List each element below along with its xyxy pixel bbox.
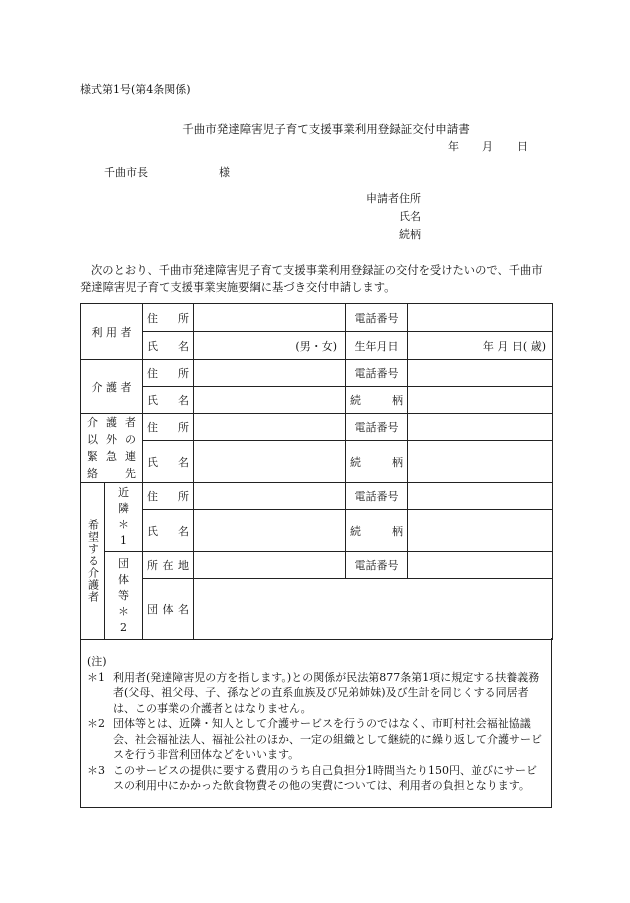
neighbor-label <box>105 483 143 552</box>
group-label-char: 体 <box>118 572 129 586</box>
location-label: 所在地 <box>143 552 194 579</box>
emergency-label-line: 絡 先 <box>87 467 136 480</box>
phone-label: 電話番号 <box>346 360 408 387</box>
emergency-label-line: 緊 急 連 <box>87 450 136 463</box>
group-phone-field[interactable] <box>408 552 553 579</box>
birthdate-label: 生年月日 <box>346 332 408 360</box>
neighbor-address-row <box>81 483 553 510</box>
group-label <box>105 552 143 640</box>
intro-paragraph: 次のとおり、千曲市発達障害児子育て支援事業利用登録証の交付を受けたいので、千曲市発達障害児子育て支援事業実施要綱に基づき交付申請します。 <box>80 264 543 294</box>
name-label: 氏 名 <box>143 441 194 483</box>
group-location-field[interactable] <box>194 552 346 579</box>
phone-label: 電話番号 <box>346 414 408 441</box>
addressee-name: 千曲市長 <box>104 166 148 179</box>
neighbor-label-char: 1 <box>120 534 127 547</box>
address-label: 住 所 <box>143 360 194 387</box>
emergency-relation-field[interactable] <box>408 441 553 483</box>
note-text: 団体等とは、近隣・知人として介護サービスを行うのではなく、市町村社会福祉協議会、社会福祉法人、福祉公社のほか、一定の組織として継続的に繰り返して介護サービスを行う非営利団体などをいいます。 <box>113 717 542 761</box>
note-text: このサービスの提供に要する費用のうち自己負担分1時間当たり150円、並びにサービスの利用中にかかった飲食物費その他の実費については、利用者の負担となります。 <box>113 763 537 792</box>
note-text: 利用者(発達障害児の方を指します。)との関係が民法第877条第1項に規定する扶養義務者(父母、祖父母、子、孫などの直系血族及び兄弟姉妹)及び生計を同じくする同居者は、この事業の介護者とはなりません。 <box>113 670 540 715</box>
caregiver-name-row <box>81 387 553 414</box>
application-table <box>80 303 553 640</box>
group-location-row <box>81 552 553 579</box>
date-year-label: 年 <box>448 140 459 153</box>
notes-heading: (注) <box>87 655 107 668</box>
neighbor-label-char: 隣 <box>118 502 129 515</box>
relation-label: 続 柄 <box>346 387 408 414</box>
user-label: 利 用 者 <box>81 304 143 360</box>
name-label: 氏 名 <box>143 332 194 360</box>
caregiver-label: 介 護 者 <box>81 360 143 414</box>
caregiver-phone-field[interactable] <box>408 360 553 387</box>
applicant-relation-label: 続柄 <box>399 228 421 241</box>
form-number: 様式第1号(第4条関係) <box>80 83 191 96</box>
caregiver-address-row <box>81 360 553 387</box>
name-label: 氏 名 <box>143 510 194 552</box>
note-item <box>87 716 547 763</box>
group-label-char: 団 <box>118 556 129 570</box>
caregiver-relation-field[interactable] <box>408 387 553 414</box>
note-item <box>87 670 547 717</box>
group-name-field[interactable] <box>194 579 553 640</box>
address-label: 住 所 <box>143 483 194 510</box>
date-month-label: 月 <box>482 140 493 153</box>
caregiver-name-field[interactable] <box>194 387 346 414</box>
note-mark: ＊1 <box>87 670 105 684</box>
user-address-field[interactable] <box>194 304 346 332</box>
neighbor-relation-field[interactable] <box>408 510 553 552</box>
phone-label: 電話番号 <box>346 304 408 332</box>
emergency-contact-label <box>81 414 143 483</box>
addressee-honorific: 様 <box>219 166 230 179</box>
group-label-char: 等 <box>118 588 129 602</box>
emergency-name-field[interactable] <box>194 441 346 483</box>
emergency-phone-field[interactable] <box>408 414 553 441</box>
relation-label: 続 柄 <box>346 510 408 552</box>
applicant-name-label: 氏名 <box>399 210 421 223</box>
phone-label: 電話番号 <box>346 483 408 510</box>
user-address-row <box>81 304 553 332</box>
group-label-char: 2 <box>120 620 127 634</box>
user-birthdate-field[interactable]: 年 月 日( 歳) <box>408 332 553 360</box>
neighbor-name-row <box>81 510 553 552</box>
note-mark: ＊3 <box>87 763 105 777</box>
neighbor-phone-field[interactable] <box>408 483 553 510</box>
date-day-label: 日 <box>517 140 528 153</box>
neighbor-name-field[interactable] <box>194 510 346 552</box>
emergency-label-line: 以 外 の <box>87 433 136 446</box>
user-gender-field[interactable]: (男・女) <box>194 332 346 360</box>
desired-caregiver-label <box>81 483 105 640</box>
relation-label: 続 柄 <box>346 441 408 483</box>
group-label-char: ＊ <box>118 604 129 618</box>
group-name-label: 団体名 <box>143 579 194 640</box>
neighbor-label-char: ＊ <box>118 518 129 531</box>
phone-label: 電話番号 <box>346 552 408 579</box>
group-name-row <box>81 579 553 640</box>
applicant-address-label: 申請者住所 <box>366 192 421 205</box>
emergency-name-row <box>81 441 553 483</box>
emergency-address-field[interactable] <box>194 414 346 441</box>
address-label: 住 所 <box>143 414 194 441</box>
emergency-label-line: 介 護 者 <box>87 416 136 429</box>
note-item <box>87 763 547 794</box>
caregiver-address-field[interactable] <box>194 360 346 387</box>
user-phone-field[interactable] <box>408 304 553 332</box>
user-name-row <box>81 332 553 360</box>
address-label: 住 所 <box>143 304 194 332</box>
desired-caregiver-text: 希望する介護者 <box>86 519 100 603</box>
document-title: 千曲市発達障害児子育て支援事業利用登録証交付申請書 <box>182 122 470 136</box>
neighbor-address-field[interactable] <box>194 483 346 510</box>
note-mark: ＊2 <box>87 717 105 730</box>
neighbor-label-char: 近 <box>118 486 129 499</box>
notes-box <box>80 638 552 808</box>
name-label: 氏 名 <box>143 387 194 414</box>
emergency-address-row <box>81 414 553 441</box>
